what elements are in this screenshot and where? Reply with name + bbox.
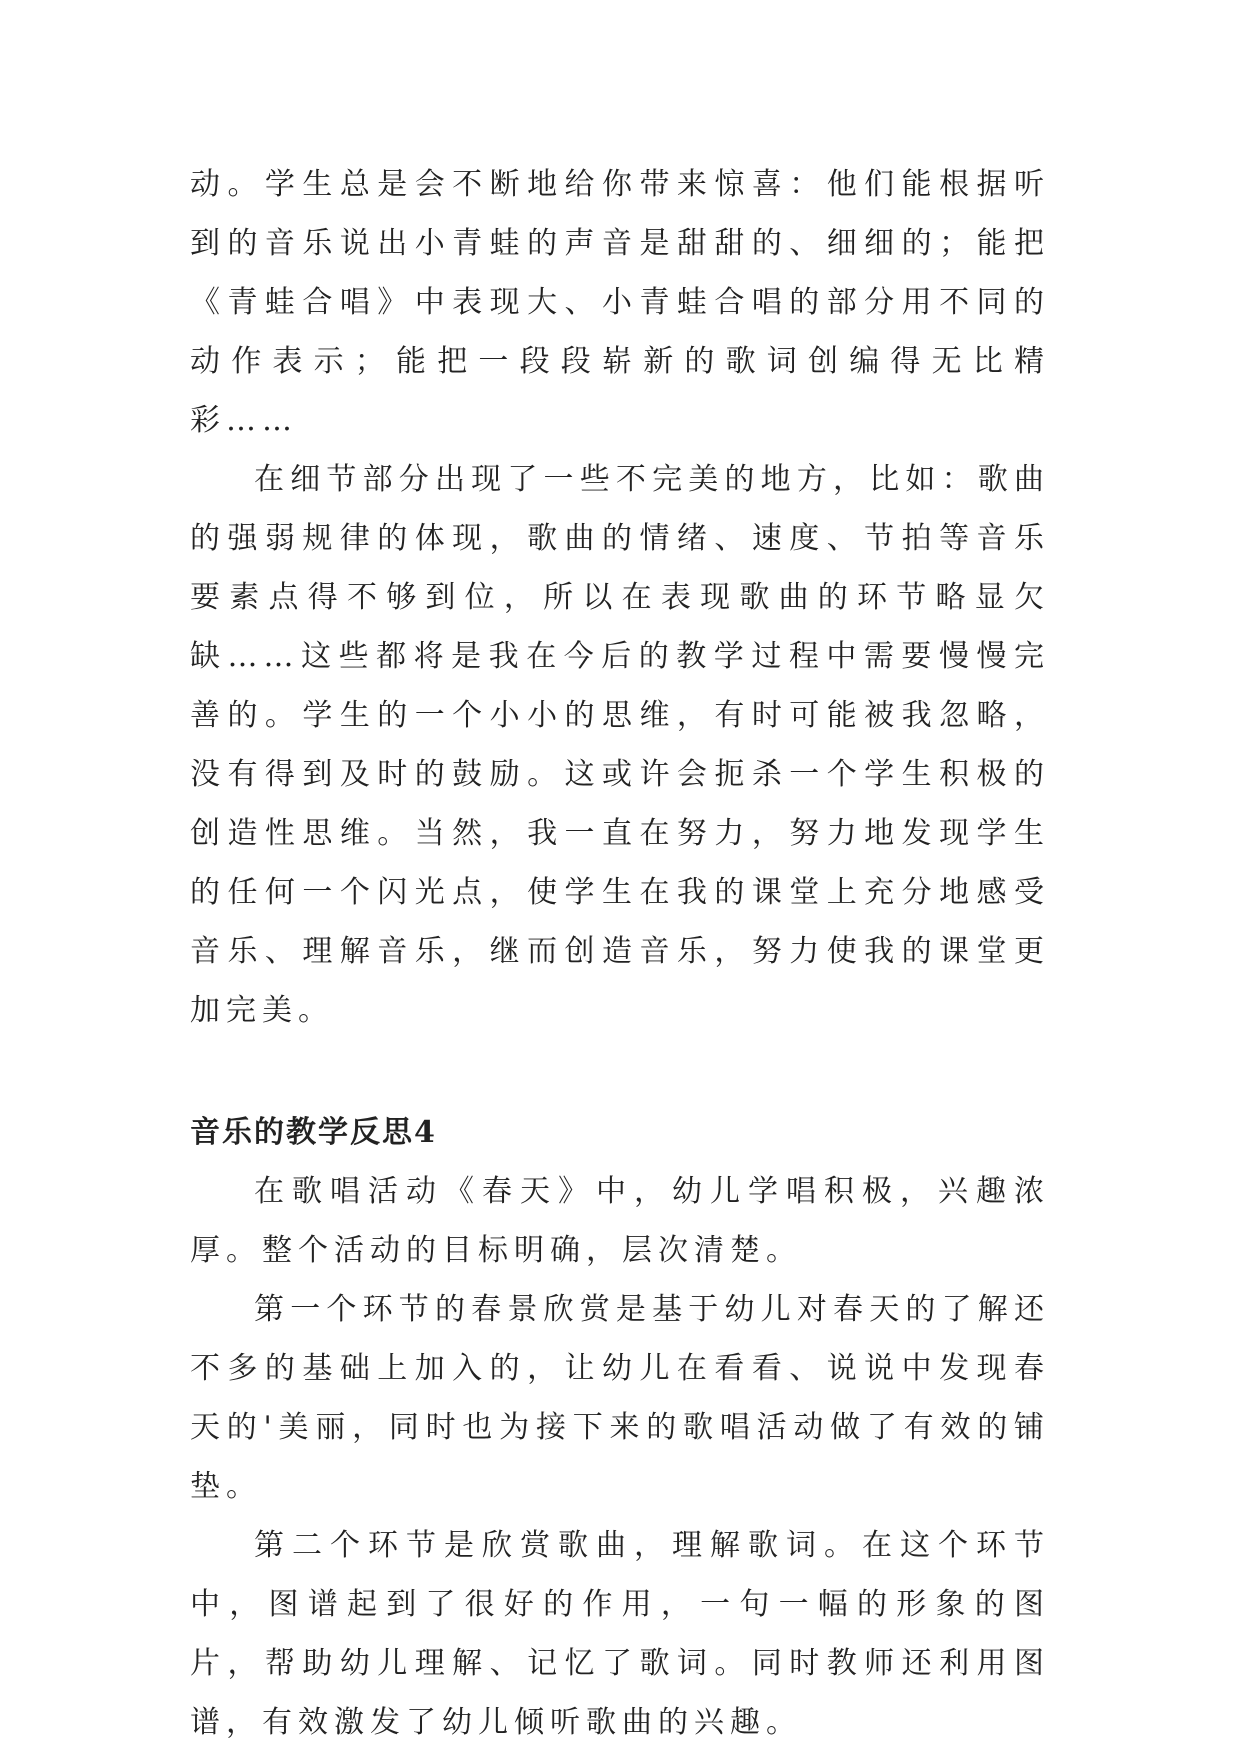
body-paragraph: 在细节部分出现了一些不完美的地方，比如：歌曲的强弱规律的体现，歌曲的情绪、速度、节拍等音乐要素点得不够到位，所以在表现歌曲的环节略显欠缺……这些都将是我在今后的教学过程中需要慢慢完善的。学生的一个小小的思维，有时可能被我忽略，没有得到及时的鼓励。这或许会扼杀一个学生积极的创造性思维。当然，我一直在努力，努力地发现学生的任何一个闪光点，使学生在我的课堂上充分地感受音乐、理解音乐，继而创造音乐，努力使我的课堂更加完美。 xyxy=(190,462,1050,1028)
body-paragraph: 动。学生总是会不断地给你带来惊喜：他们能根据听到的音乐说出小青蛙的声音是甜甜的、细细的；能把《青蛙合唱》中表现大、小青蛙合唱的部分用不同的动作表示；能把一段段崭新的歌词创编得无比精彩…… xyxy=(190,167,1050,438)
body-paragraph: 在歌唱活动《春天》中，幼儿学唱积极，兴趣浓厚。整个活动的目标明确，层次清楚。 xyxy=(190,1174,1050,1268)
document-body xyxy=(190,155,1050,1752)
body-paragraph: 第二个环节是欣赏歌曲，理解歌词。在这个环节中，图谱起到了很好的作用，一句一幅的形象的图片，帮助幼儿理解、记忆了歌词。同时教师还利用图谱，有效激发了幼儿倾听歌曲的兴趣。 xyxy=(190,1528,1050,1740)
section-heading: 音乐的教学反思4 xyxy=(190,1115,437,1150)
body-paragraph: 第一个环节的春景欣赏是基于幼儿对春天的了解还不多的基础上加入的，让幼儿在看看、说说中发现春天的'美丽，同时也为接下来的歌唱活动做了有效的铺垫。 xyxy=(190,1292,1050,1504)
